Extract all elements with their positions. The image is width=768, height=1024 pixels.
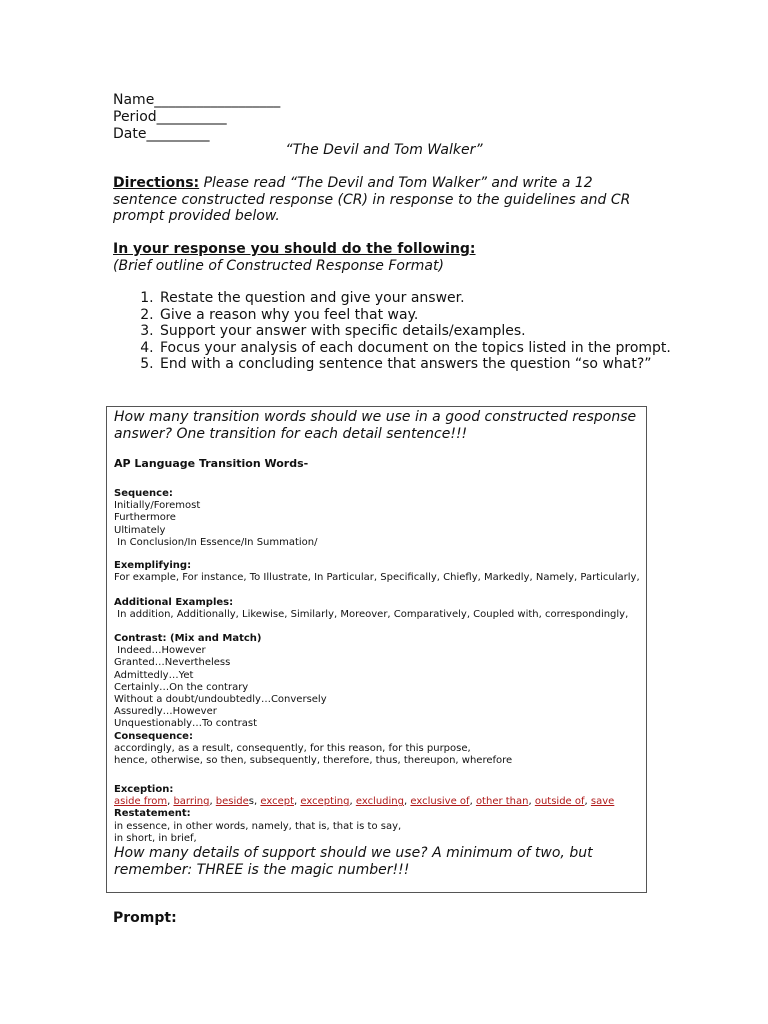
response-steps-list xyxy=(123,290,678,373)
name-line: Name__________________ xyxy=(113,92,281,108)
directions-paragraph xyxy=(113,175,653,225)
response-subheading: (Brief outline of Constructed Response Format) xyxy=(113,258,444,274)
list-item: 3. Support your answer with specific details/examples. xyxy=(158,323,678,340)
date-line: Date_________ xyxy=(113,126,210,142)
list-item: 1. Restate the question and give your answer. xyxy=(158,290,678,307)
exception-link[interactable]: excepting xyxy=(300,796,350,808)
exemplifying-section: Exemplifying: For example, For instance, To Illustrate, In Particular, Specifically, Chiefly, Markedly, Namely, Particularly, xyxy=(114,560,640,584)
exception-words: aside from, barring, besides, except, excepting, excluding, exclusive of, other than, outside of, save xyxy=(114,796,615,808)
additional-examples-section: Additional Examples: In addition, Additionally, Likewise, Similarly, Moreover, Comparatively, Coupled with, correspondingly, xyxy=(114,597,629,621)
exception-link[interactable]: except xyxy=(260,796,295,808)
list-item: 5. End with a concluding sentence that answers the question “so what?” xyxy=(158,356,678,373)
period-line: Period__________ xyxy=(113,109,227,125)
list-item: 4. Focus your analysis of each document on the topics listed in the prompt. xyxy=(158,340,678,357)
document-title: “The Devil and Tom Walker” xyxy=(285,142,483,158)
ap-heading: AP Language Transition Words- xyxy=(114,457,309,470)
prompt-label: Prompt: xyxy=(113,910,177,926)
exception-link[interactable]: barring xyxy=(173,796,210,808)
directions-label: Directions: xyxy=(113,175,200,191)
transition-words-box xyxy=(106,406,647,893)
exception-link[interactable]: excluding xyxy=(355,796,404,808)
list-item: 2. Give a reason why you feel that way. xyxy=(158,307,678,324)
sequence-section: Sequence: Initially/Foremost Furthermore Ultimately In Conclusion/In Essence/In Summation/ xyxy=(114,488,318,548)
exception-section: Exception: aside from, barring, besides, except, excepting, excluding, exclusive of, other than, outside of, save Restatement: in essence, in other words, namely, that is, that is to say, in short, in brief, xyxy=(114,784,615,844)
directions-text: Please read “The Devil and Tom Walker” and write a 12 sentence constructed response (CR) in response to the guidelines and CR prompt provided below. xyxy=(113,175,631,224)
transition-question: How many transition words should we use in a good constructed response answer? One transition for each detail sentence!!! xyxy=(114,409,637,442)
exception-link[interactable]: save xyxy=(590,796,615,808)
exception-link[interactable]: other than xyxy=(475,796,529,808)
exception-link[interactable]: beside xyxy=(215,796,249,808)
response-heading: In your response you should do the following: xyxy=(113,241,476,257)
details-question: How many details of support should we use? A minimum of two, but remember: THREE is the magic number!!! xyxy=(114,845,593,878)
contrast-section: Contrast: (Mix and Match) Indeed…However Granted…Nevertheless Admittedly…Yet Certainly…On the contrary Without a doubt/undoubtedly…Conversely Assuredly…However Unquestionably…To contrast Consequence: accordingly, as a result, consequently, for this reason, for this purpose, hence, otherwise, so then, subsequently, therefore, thus, thereupon, wherefore xyxy=(114,633,513,767)
exception-link[interactable]: exclusive of xyxy=(410,796,470,808)
exception-link[interactable]: aside from xyxy=(114,796,168,808)
exception-link[interactable]: outside of xyxy=(534,796,585,808)
